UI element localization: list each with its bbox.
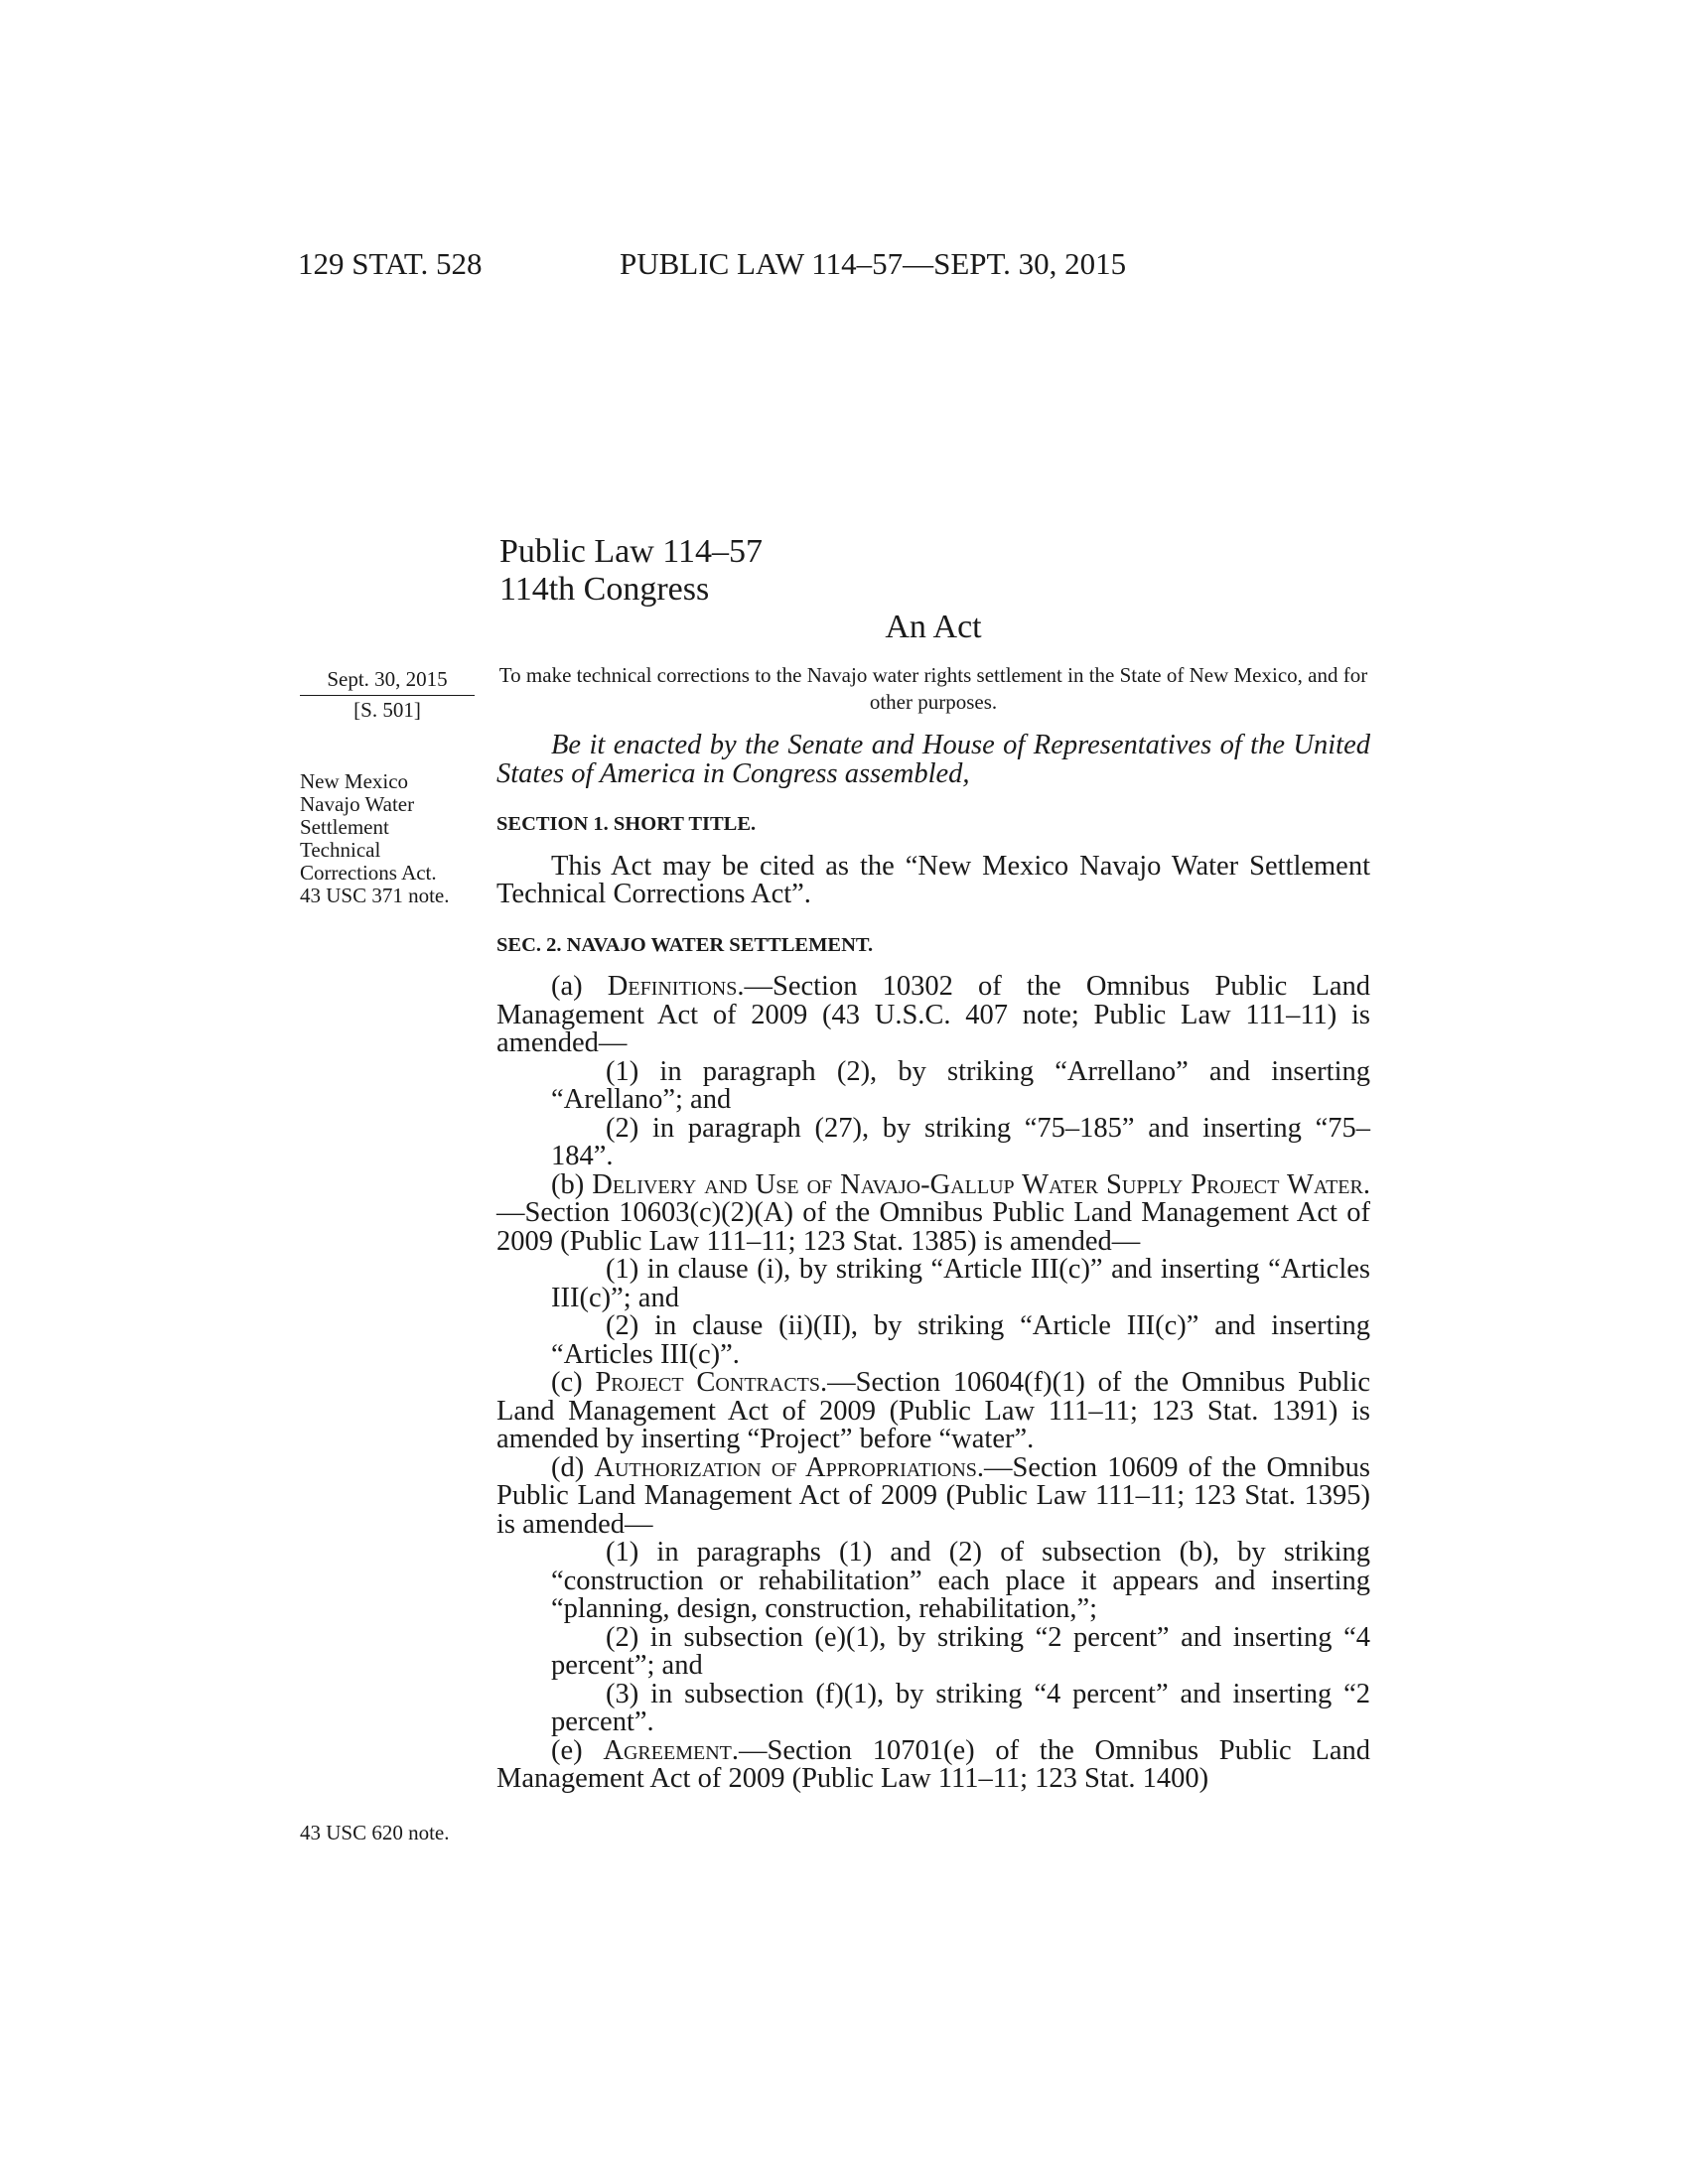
section-1-heading: SECTION 1. SHORT TITLE. [496,813,757,835]
stat-page-number: 129 STAT. 528 [298,246,483,281]
enactment-date: Sept. 30, 2015 [327,667,448,691]
margin-note-short-title [300,770,479,907]
subsection-caption: Definitions [607,971,738,1002]
subsection-e [496,1734,1370,1794]
subsection-caption: Agreement [603,1734,732,1766]
subsection-b [496,1168,1370,1257]
paragraph-d-1: (1) in paragraphs (1) and (2) of subsection (b), by striking “construction or rehabilitation” each place it appears and inserting “planning, design, construction, rehabilitation,”; [551,1537,1370,1624]
subsection-label: (d) [551,1451,595,1483]
long-title: To make technical corrections to the Navajo water rights settlement in the State of New Mexico, and for other purposes. [498,663,1368,714]
paragraph-a-2: (2) in paragraph (27), by striking “75–185” and inserting “75–184”. [551,1112,1370,1171]
clause-b-2: (2) in clause (ii)(II), by striking “Article III(c)” and inserting “Articles III(c)”. [551,1310,1370,1370]
subsection-label: (a) [551,971,608,1002]
subsection-caption: Authorization of Appropriations [594,1451,977,1483]
paragraph-d-2: (2) in subsection (e)(1), by striking “2 percent” and inserting “4 percent”; and [551,1621,1370,1681]
subsection-text: .—Section 10609 of the Omnibus Public Land Management Act of 2009 (Public Law 111–11; 123 Stat. 1395) is amended— [496,1451,1371,1540]
margin-note-line: Corrections Act. [300,861,437,885]
subsection-text: .—Section 10604(f)(1) of the Omnibus Public Land Management Act of 2009 (Public Law 111–11; 123 Stat. 1391) is amended by inserting “Project” before “water”. [496,1367,1370,1454]
an-act-heading: An Act [885,609,982,645]
bill-number: [S. 501] [353,698,421,722]
act-body [496,732,1370,1794]
subsection-label: (c) [551,1367,596,1398]
congress-number: 114th Congress [499,571,710,608]
subsection-c [496,1369,1370,1454]
clause-b-1: (1) in clause (i), by striking “Article III(c)” and inserting “Articles III(c)”; and [551,1254,1370,1313]
subsection-text: .—Section 10701(e) of the Omnibus Public Land Management Act of 2009 (Public Law 111–11; 123 Stat. 1400) [496,1734,1370,1794]
subsection-a [496,973,1370,1058]
margin-note-line: Technical [300,838,381,862]
title-block [499,533,763,609]
subsection-label: (b) [551,1168,593,1200]
subsection-caption: Delivery and Use of Navajo-Gallup Water Supply Project Water [592,1168,1363,1200]
enacting-clause: Be it enacted by the Senate and House of Representatives of the United States of America in Congress assembled, [496,730,1370,789]
sidebar-date-block [300,665,475,725]
section-2-heading: SEC. 2. NAVAJO WATER SETTLEMENT. [496,933,874,956]
section-1-text: This Act may be cited as the “New Mexico Navajo Water Settlement Technical Corrections Act”. [496,850,1370,909]
subsection-text: .—Section 10302 of the Omnibus Public Land Management Act of 2009 (43 U.S.C. 407 note; Public Law 111–11) is amended— [496,971,1371,1058]
margin-note-line: Settlement [300,815,389,839]
paragraph-a-1: (1) in paragraph (2), by striking “Arrellano” and inserting “Arellano”; and [551,1055,1370,1115]
subsection-caption: Project Contracts [595,1367,821,1398]
margin-note-line: New Mexico [300,769,409,793]
public-law-number: Public Law 114–57 [499,533,764,570]
margin-note-line: 43 USC 371 note. [300,884,450,907]
subsection-label: (e) [551,1734,604,1766]
law-date-header: PUBLIC LAW 114–57—SEPT. 30, 2015 [620,246,1127,281]
margin-note-line: Navajo Water [300,792,415,816]
margin-note-usc-620: 43 USC 620 note. [300,1821,450,1844]
paragraph-d-3: (3) in subsection (f)(1), by striking “4 percent” and inserting “2 percent”. [551,1678,1370,1737]
subsection-d [496,1451,1371,1540]
subsection-text: .—Section 10603(c)(2)(A) of the Omnibus Public Land Management Act of 2009 (Public Law 111–11; 123 Stat. 1385) is amended— [496,1168,1370,1257]
